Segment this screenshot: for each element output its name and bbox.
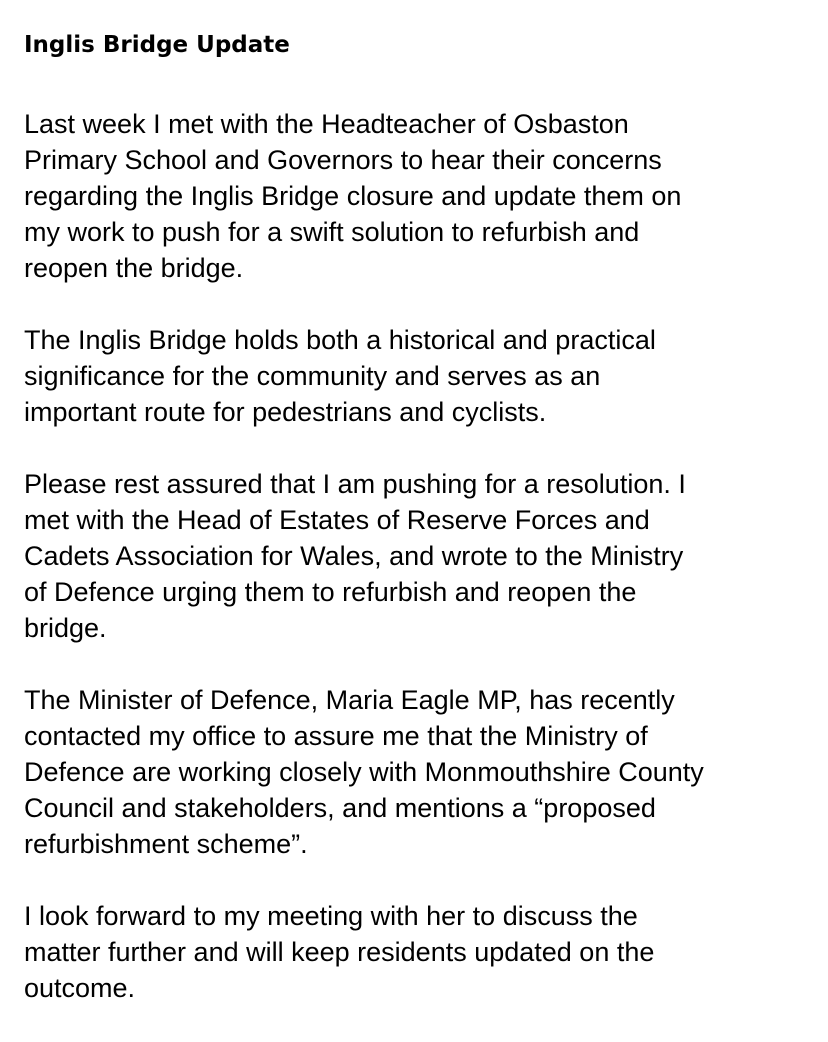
text-line: my work to push for a swift solution to refurbish and [24,217,640,247]
paragraph-bridge-significance [24,322,819,430]
paragraph-closing [24,898,819,1006]
paragraph-resolution-efforts [24,466,819,646]
text-line: regarding the Inglis Bridge closure and update them on [24,181,682,211]
paragraph-meeting-headteacher [24,106,819,286]
text-line: I look forward to my meeting with her to discuss the [24,901,638,931]
text-line: matter further and will keep residents updated on the [24,937,655,967]
text-line: Council and stakeholders, and mentions a “proposed [24,793,656,823]
text-line: important route for pedestrians and cyclists. [24,397,547,427]
text-line: The Minister of Defence, Maria Eagle MP, has recently [24,685,675,715]
text-line: Last week I met with the Headteacher of Osbaston [24,109,629,139]
document-title: Inglis Bridge Update [24,32,290,58]
text-line: The Inglis Bridge holds both a historical and practical [24,325,656,355]
paragraph-minister-response [24,682,819,862]
text-line: met with the Head of Estates of Reserve Forces and [24,505,650,535]
text-line: of Defence urging them to refurbish and reopen the [24,577,637,607]
text-line: Primary School and Governors to hear their concerns [24,145,662,175]
text-line: contacted my office to assure me that the Ministry of [24,721,648,751]
text-line: Cadets Association for Wales, and wrote to the Ministry [24,541,684,571]
text-line: refurbishment scheme”. [24,829,308,859]
document-page [24,27,819,1042]
text-line: bridge. [24,613,107,643]
text-line: reopen the bridge. [24,253,244,283]
text-line: Please rest assured that I am pushing for a resolution. I [24,469,686,499]
text-line: Defence are working closely with Monmouthshire County [24,757,704,787]
text-line: outcome. [24,973,136,1003]
text-line: significance for the community and serves as an [24,361,601,391]
